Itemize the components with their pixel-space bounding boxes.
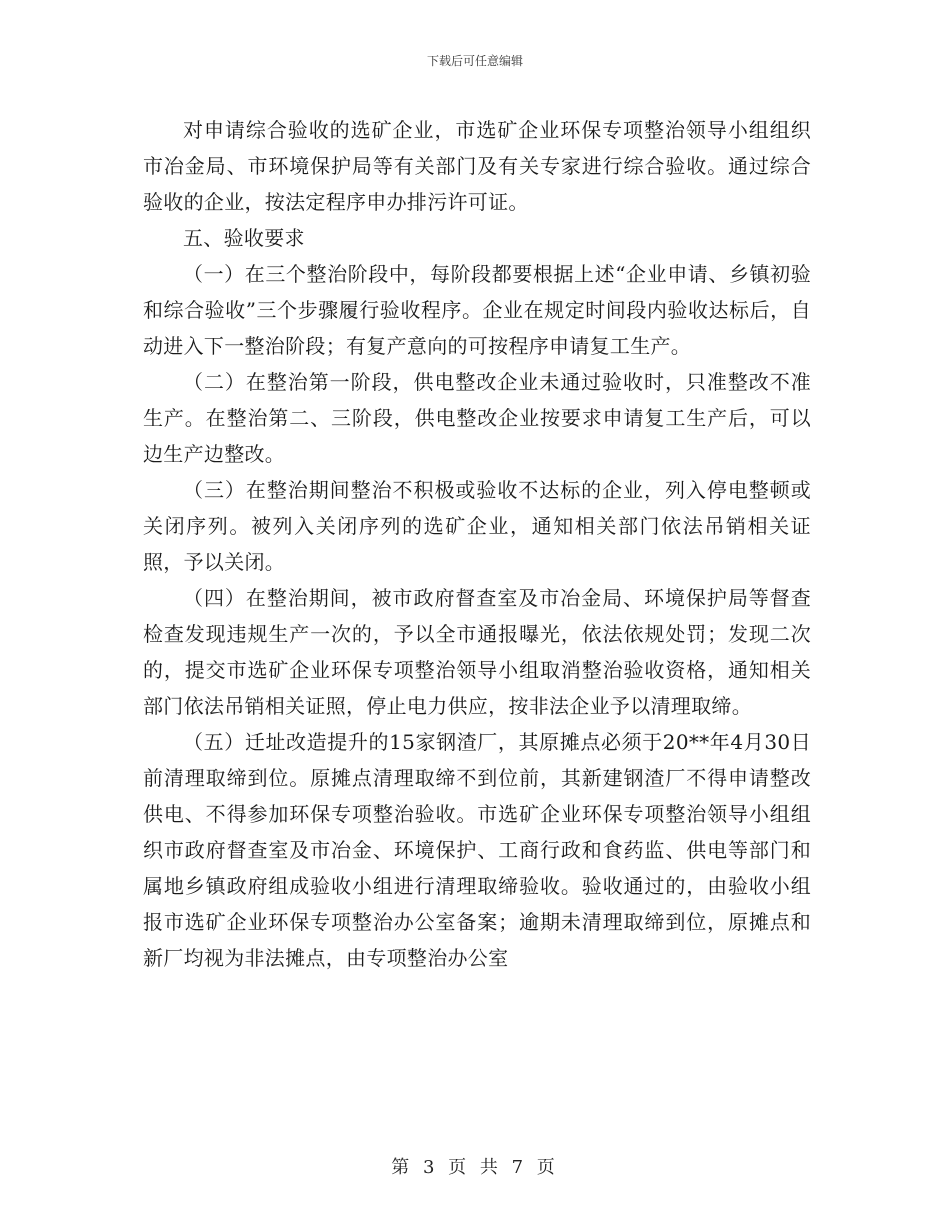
paragraph-item-3: （三）在整治期间整治不积极或验收不达标的企业，列入停电整顿或关闭序列。被列入关闭序列的选矿企业，通知相关部门依法吊销相关证照，予以关闭。 <box>143 478 811 574</box>
page-header: 下载后可任意编辑 <box>426 54 523 68</box>
paragraph-acceptance-intro: 对申请综合验收的选矿企业，市选矿企业环保专项整治领导小组组织市冶金局、市环境保护局等有关部门及有关专家进行综合验收。通过综合验收的企业，按法定程序申办排污许可证。 <box>143 118 811 214</box>
document-body <box>143 112 811 976</box>
paragraph-item-2: （二）在整治第一阶段，供电整改企业未通过验收时，只准整改不准生产。在整治第二、三阶段，供电整改企业按要求申请复工生产后，可以边生产边整改。 <box>143 370 811 466</box>
section-heading-acceptance-requirements: 五、验收要求 <box>183 226 305 250</box>
paragraph-item-4: （四）在整治期间，被市政府督查室及市冶金局、环境保护局等督查检查发现违规生产一次的，予以全市通报曝光，依法依规处罚；发现二次的，提交市选矿企业环保专项整治领导小组取消整治验收资格，通知相关部门依法吊销相关证照，停止电力供应，按非法企业予以清理取缔。 <box>143 586 811 718</box>
paragraph-item-5: （五）迁址改造提升的15家钢渣厂，其原摊点必须于20**年4月30日前清理取缔到位。原摊点清理取缔不到位前，其新建钢渣厂不得申请整改供电、不得参加环保专项整治验收。市选矿企业环保专项整治领导小组组织市政府督查室及市冶金、环境保护、工商行政和食药监、供电等部门和属地乡镇政府组成验收小组进行清理取缔验收。验收通过的，由验收小组报市选矿企业环保专项整治办公室备案；逾期未清理取缔到位，原摊点和新厂均视为非法摊点，由专项整治办公室 <box>143 730 811 970</box>
paragraph-item-1: （一）在三个整治阶段中，每阶段都要根据上述“企业申请、乡镇初验和综合验收”三个步骤履行验收程序。企业在规定时间段内验收达标后，自动进入下一整治阶段；有复产意向的可按程序申请复工生产。 <box>143 262 811 358</box>
page-number-footer: 第 3 页 共 7 页 <box>391 1157 559 1178</box>
